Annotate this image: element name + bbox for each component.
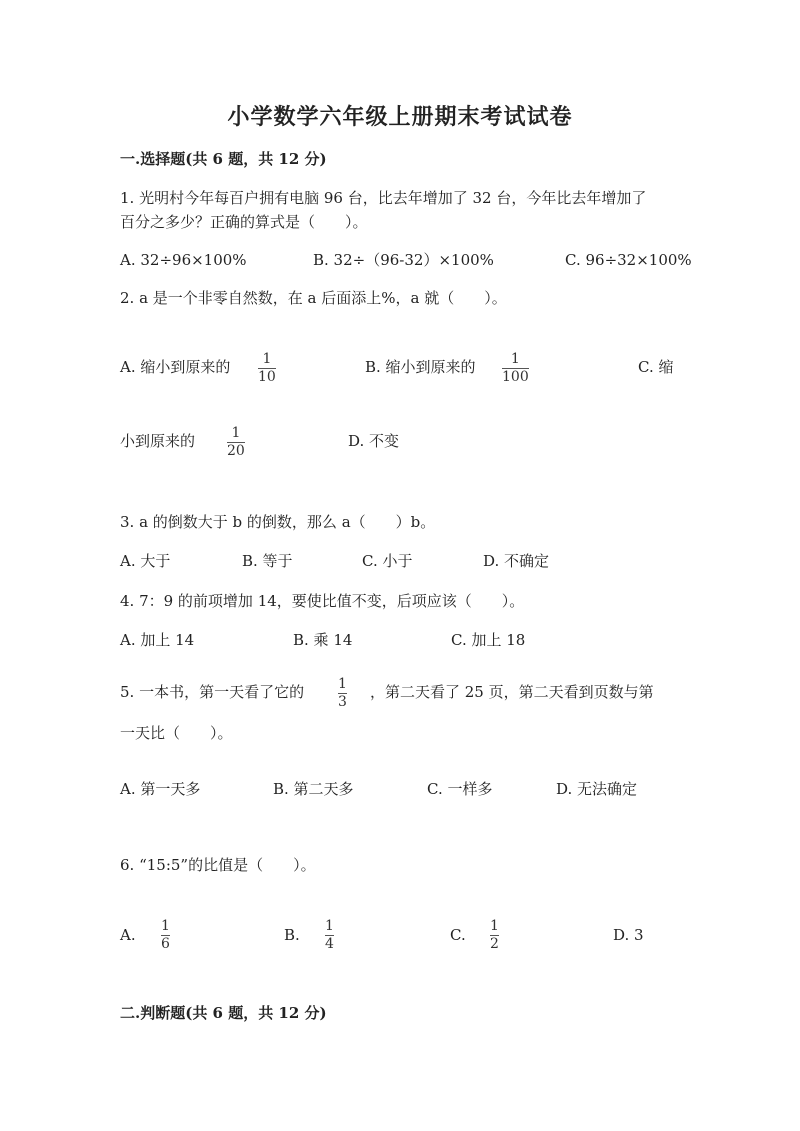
question-5-option-c: C. 一样多 [427, 780, 493, 798]
question-3-line-1: 3. a 的倒数大于 b 的倒数，那么 a（ ）b。 [120, 513, 436, 531]
fraction-numerator: 1 [161, 918, 170, 934]
question-2-option-a: A. 缩小到原来的 [120, 358, 231, 376]
question-2-option-c-fraction [227, 426, 245, 459]
question-6-option-b-fraction [325, 919, 334, 952]
fraction-numerator: 1 [231, 425, 241, 441]
question-5-option-a: A. 第一天多 [120, 780, 201, 798]
question-4-option-a: A. 加上 14 [120, 631, 195, 649]
question-4-option-c: C. 加上 18 [451, 631, 526, 649]
question-6-line-1: 6. “15:5”的比值是（ ）。 [120, 856, 316, 874]
question-2-option-b-fraction [502, 352, 529, 385]
fraction-denominator: 100 [502, 369, 529, 385]
question-5-line-1: 5. 一本书，第一天看了它的 [120, 683, 305, 701]
fraction-numerator: 1 [490, 918, 499, 934]
question-3-option-a: A. 大于 [120, 552, 171, 570]
fraction-denominator: 10 [258, 369, 276, 385]
fraction-numerator: 1 [325, 918, 334, 934]
question-2-line-1: 2. a 是一个非零自然数，在 a 后面添上%，a 就（ ）。 [120, 289, 507, 307]
question-3-option-d: D. 不确定 [483, 552, 550, 570]
question-6-option-a-fraction [161, 919, 170, 952]
question-6-option-c: C. [450, 926, 466, 944]
fraction-denominator: 6 [161, 936, 170, 952]
fraction-denominator: 4 [325, 936, 334, 952]
question-1-option-c: C. 96÷32×100% [565, 251, 692, 269]
question-4-line-1: 4. 7：9 的前项增加 14，要使比值不变，后项应该（ ）。 [120, 592, 525, 610]
question-2-option-a-fraction [258, 352, 276, 385]
section-heading-choice: 一.选择题(共 6 题，共 12 分) [120, 150, 327, 168]
question-6-option-d: D. 3 [613, 926, 644, 944]
question-1-line-2: 百分之多少？正确的算式是（ ）。 [120, 213, 368, 231]
fraction-numerator: 1 [338, 676, 347, 692]
question-1-option-a: A. 32÷96×100% [120, 251, 247, 269]
page-title: 小学数学六年级上册期末考试试卷 [227, 104, 573, 130]
question-4-option-b: B. 乘 14 [293, 631, 353, 649]
section-heading-judgement: 二.判断题(共 6 题，共 12 分) [120, 1004, 327, 1022]
fraction-numerator: 1 [510, 351, 520, 367]
question-5-fraction [338, 677, 347, 710]
fraction-denominator: 3 [338, 694, 347, 710]
fraction-denominator: 20 [227, 443, 245, 459]
question-2-option-d: D. 不变 [348, 432, 400, 450]
question-1-option-b: B. 32÷（96-32）×100% [313, 251, 494, 269]
question-2-option-c-continued: 小到原来的 [120, 432, 196, 450]
question-3-option-b: B. 等于 [242, 552, 293, 570]
question-3-option-c: C. 小于 [362, 552, 413, 570]
fraction-numerator: 1 [262, 351, 272, 367]
question-5-line-2: 一天比（ ）。 [120, 724, 233, 742]
question-5-option-d: D. 无法确定 [556, 780, 638, 798]
question-6-option-c-fraction [490, 919, 499, 952]
question-2-option-c: C. 缩 [638, 358, 674, 376]
question-6-option-a: A. [120, 926, 136, 944]
fraction-denominator: 2 [490, 936, 499, 952]
question-2-option-b: B. 缩小到原来的 [365, 358, 476, 376]
question-1-line-1: 1. 光明村今年每百户拥有电脑 96 台，比去年增加了 32 台，今年比去年增加了 [120, 189, 647, 207]
question-5-line-1-continued: ，第二天看了 25 页，第二天看到页数与第 [370, 683, 654, 701]
question-6-option-b: B. [284, 926, 300, 944]
question-5-option-b: B. 第二天多 [273, 780, 354, 798]
